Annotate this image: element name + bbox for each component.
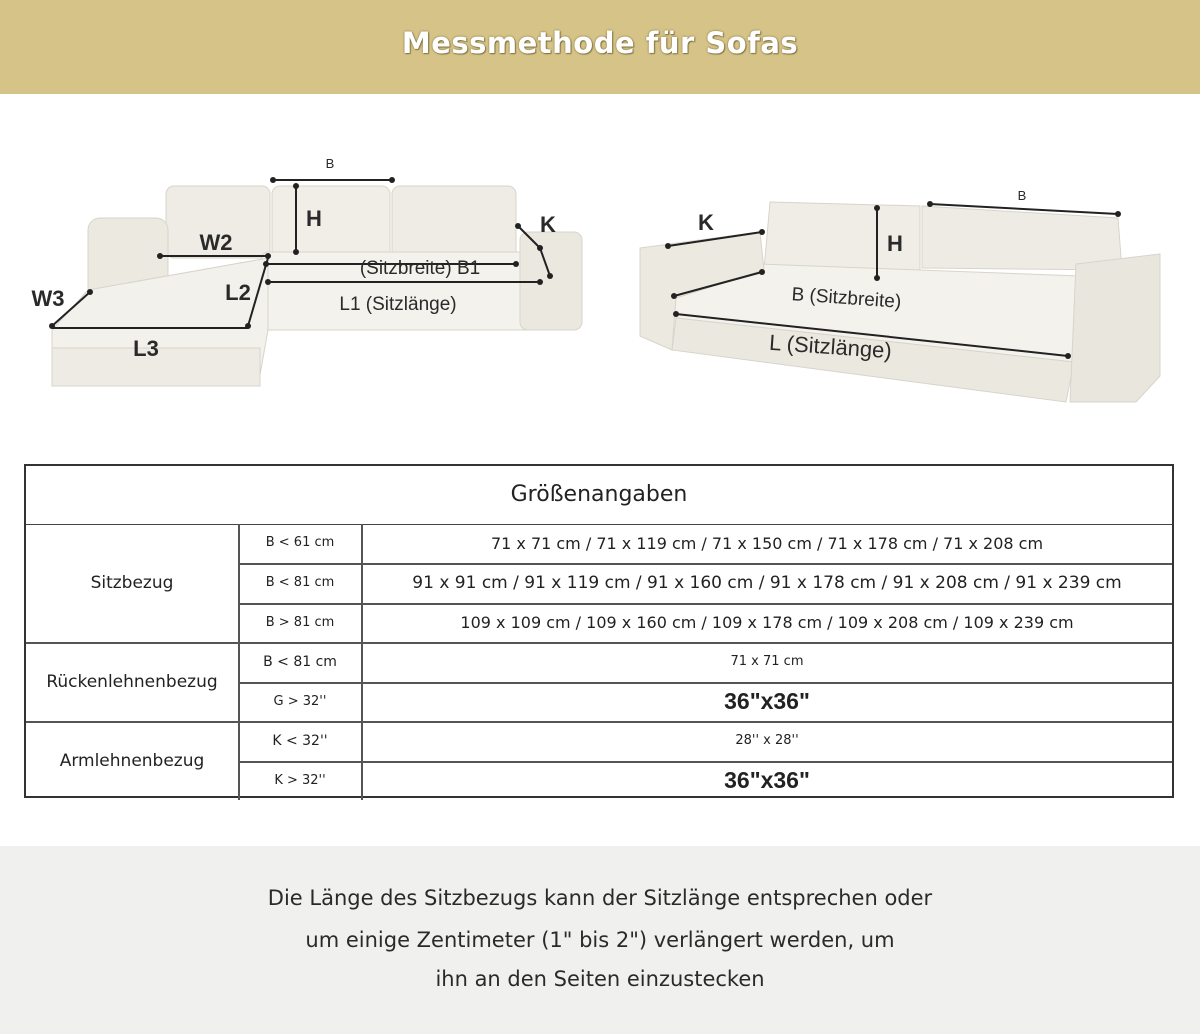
table-row <box>26 683 1172 722</box>
label-h-right: H <box>887 231 903 256</box>
label-l-seat-length: L (Sitzlänge) <box>768 329 893 364</box>
label-l1: L1 (Sitzlänge) <box>339 294 457 315</box>
size-value-cell: 91 x 91 cm / 91 x 119 cm / 91 x 160 cm / 91 x 178 cm / 91 x 208 cm / 91 x 239 cm <box>412 573 1122 593</box>
footer-line-3: ihn an den Seiten einzustecken <box>435 967 765 991</box>
group-label-seat: Sitzbezug <box>90 573 174 593</box>
table-row <box>26 524 1172 563</box>
size-value-cell: 71 x 71 cm <box>730 654 804 669</box>
condition-cell: B < 61 cm <box>265 535 335 550</box>
condition-cell: G > 32'' <box>273 694 327 709</box>
table-row <box>26 722 1172 761</box>
sectional-sofa-illustration <box>32 156 583 386</box>
label-b-top-right: B <box>1017 188 1027 203</box>
group-label-armrest: Armlehnenbezug <box>59 751 205 771</box>
label-b-top-left: B <box>325 156 335 171</box>
footer-note <box>0 846 1200 1034</box>
size-value-cell: 71 x 71 cm / 71 x 119 cm / 71 x 150 cm / 71 x 178 cm / 71 x 208 cm <box>490 534 1044 553</box>
table-title: Größenangaben <box>26 466 1172 525</box>
condition-cell: B < 81 cm <box>265 575 335 590</box>
table-row <box>26 762 1172 801</box>
group-label-backrest: Rückenlehnenbezug <box>46 672 218 692</box>
condition-cell: K < 32'' <box>272 733 328 749</box>
sofa-measurement-diagram <box>0 140 1200 420</box>
label-l2: L2 <box>225 280 251 305</box>
page-title: Messmethode für Sofas <box>401 26 799 60</box>
label-l3: L3 <box>133 336 159 361</box>
size-table <box>24 464 1174 798</box>
condition-cell: B > 81 cm <box>265 615 335 630</box>
footer-line-1: Die Länge des Sitzbezugs kann der Sitzlänge entsprechen oder <box>267 886 933 910</box>
size-value-cell: 36"x36" <box>724 688 810 714</box>
size-value-cell: 36"x36" <box>724 767 810 793</box>
label-w2: W2 <box>199 230 233 255</box>
label-k-right: K <box>698 210 714 235</box>
table-row <box>26 604 1172 643</box>
header-banner <box>0 0 1200 94</box>
label-b1: (Sitzbreite) B1 <box>359 258 481 279</box>
label-b-seat-width: B (Sitzbreite) <box>790 284 902 313</box>
size-value-cell: 109 x 109 cm / 109 x 160 cm / 109 x 178 cm / 109 x 208 cm / 109 x 239 cm <box>460 613 1074 632</box>
label-k-left: K <box>540 212 556 237</box>
label-h-left: H <box>306 206 322 231</box>
table-row <box>26 643 1172 682</box>
straight-sofa-illustration <box>640 188 1160 402</box>
table-row <box>26 564 1172 603</box>
condition-cell: B < 81 cm <box>263 654 337 670</box>
label-w3: W3 <box>31 286 65 311</box>
footer-line-2: um einige Zentimeter (1" bis 2") verlängert werden, um <box>305 928 895 952</box>
size-value-cell: 28'' x 28'' <box>735 733 799 748</box>
condition-cell: K > 32'' <box>274 773 326 788</box>
